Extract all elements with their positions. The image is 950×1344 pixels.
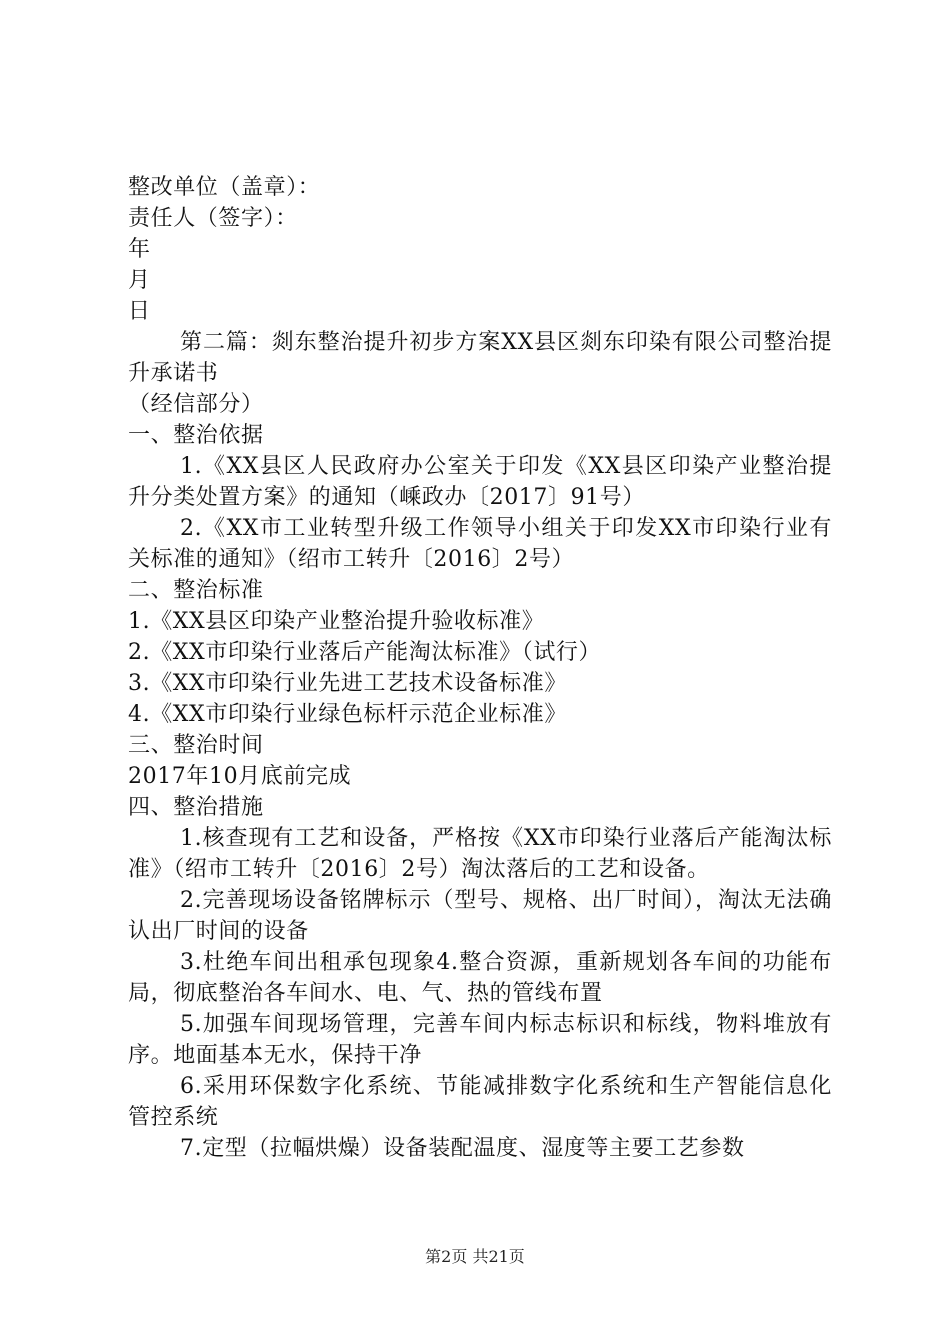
standard-item-2: 2.《XX市印染行业落后产能淘汰标准》（试行） [128, 640, 602, 665]
section-heading-time: 三、整治时间 [128, 733, 264, 758]
seal-line: 整改单位（盖章）： [128, 175, 321, 200]
section-heading-standards: 二、整治标准 [128, 578, 264, 603]
standard-item-4: 4.《XX市印染行业绿色标杆示范企业标准》 [128, 702, 567, 727]
measure-item-3-4: 3.杜绝车间出租承包现象4.整合资源，重新规划各车间的功能布局，彻底整治各车间水、电、气、热的管线布置 [128, 950, 832, 1006]
basis-item-2: 2.《XX市工业转型升级工作领导小组关于印发XX市印染行业有关标准的通知》（绍市工转升〔2016〕2号） [128, 516, 832, 572]
measure-item-7: 7.定型（拉幅烘燥）设备装配温度、湿度等主要工艺参数 [180, 1136, 745, 1161]
standard-item-1: 1.《XX县区印染产业整治提升验收标准》 [128, 609, 545, 634]
date-year: 年 [128, 237, 151, 262]
measure-item-2: 2.完善现场设备铭牌标示（型号、规格、出厂时间），淘汰无法确认出厂时间的设备 [128, 888, 832, 944]
page-number: 第2页 共21页 [425, 1247, 525, 1266]
measure-item-5: 5.加强车间现场管理，完善车间内标志标识和标线，物料堆放有序。地面基本无水，保持干净 [128, 1012, 832, 1068]
document-body [128, 172, 832, 1164]
chapter-title: 第二篇：剡东整治提升初步方案XX县区剡东印染有限公司整治提升承诺书 [128, 330, 832, 386]
chapter-subtitle: （经信部分） [128, 392, 264, 417]
measure-item-6: 6.采用环保数字化系统、节能减排数字化系统和生产智能信息化管控系统 [128, 1074, 832, 1130]
section-heading-basis: 一、整治依据 [128, 423, 264, 448]
basis-item-1: 1.《XX县区人民政府办公室关于印发《XX县区印染产业整治提升分类处置方案》的通知（嵊政办〔2017〕91号） [128, 454, 832, 510]
signature-line: 责任人（签字）： [128, 206, 298, 231]
time-item: 2017年10月底前完成 [128, 764, 352, 789]
section-heading-measures: 四、整治措施 [128, 795, 264, 820]
date-month: 月 [128, 268, 151, 293]
date-day: 日 [128, 299, 151, 324]
measure-item-1: 1.核查现有工艺和设备，严格按《XX市印染行业落后产能淘汰标准》（绍市工转升〔2016〕2号）淘汰落后的工艺和设备。 [128, 826, 832, 882]
standard-item-3: 3.《XX市印染行业先进工艺技术设备标准》 [128, 671, 567, 696]
